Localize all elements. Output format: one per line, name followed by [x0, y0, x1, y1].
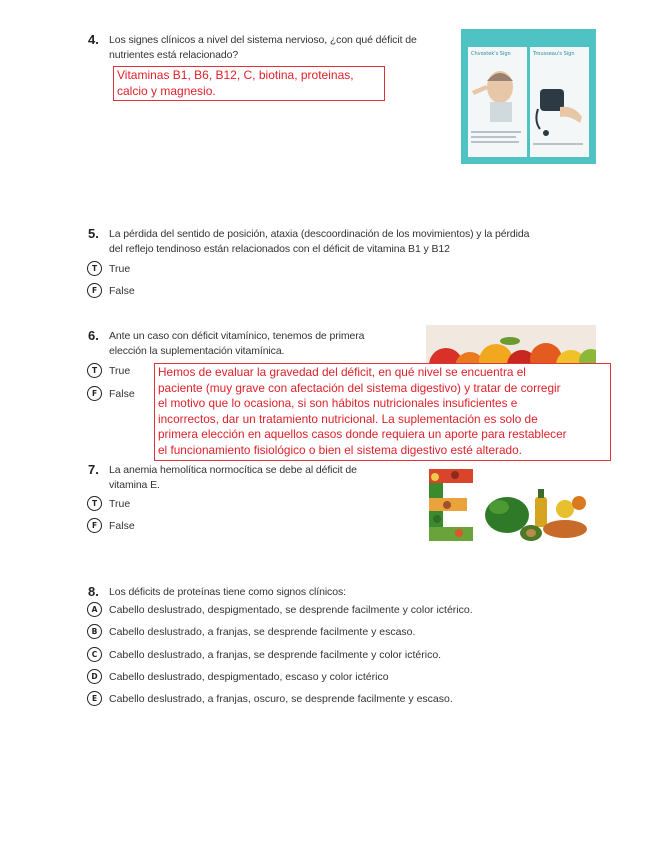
- question-6-option-false[interactable]: [87, 386, 135, 401]
- option-letter-circle: T: [87, 496, 102, 511]
- option-label: True: [109, 364, 131, 377]
- option-label: Cabello deslustrado, a franjas, se desprende facilmente y color ictérico.: [109, 648, 442, 661]
- chvostek-title: Chvostek's Sign: [471, 51, 511, 57]
- question-5-number: 5.: [88, 226, 99, 241]
- option-letter-circle: C: [87, 647, 102, 662]
- option-letter-circle: E: [87, 691, 102, 706]
- vitamin-e-illustration: [425, 463, 597, 545]
- option-letter-circle: B: [87, 624, 102, 639]
- option-label: True: [109, 497, 131, 510]
- question-8-text: Los déficits de proteínas tiene como signos clínicos:: [109, 586, 346, 598]
- option-letter-circle: T: [87, 261, 102, 276]
- trousseau-page: [530, 47, 589, 157]
- question-6-answer-box[interactable]: Hemos de evaluar la gravedad del déficit, en qué nivel se encuentra el paciente (muy grave con afectación del sistema digestivo) y tratar de corregir el motivo que lo ocasiona, si son hábitos nutricionales insuficientes e incorrectos, dar un tratamiento nutricional. La suplementación es solo de primera elección en aquellos casos donde requiera un aporte para restablecer el funcionamiento fisiológico o bien el sistema digestivo esté alterado.: [154, 363, 611, 461]
- question-6-option-true[interactable]: [87, 363, 130, 378]
- option-letter-circle: F: [87, 518, 102, 533]
- question-7-number: 7.: [88, 462, 99, 477]
- option-label: False: [109, 387, 135, 400]
- vitamin-e-foods-image: [425, 463, 597, 545]
- question-4-text: Los signes clínicos a nivel del sistema nervioso, ¿con qué déficit de nutrientes está relacionado?: [109, 34, 417, 61]
- question-7-text: La anemia hemolítica normocítica se debe al déficit de vitamina E.: [109, 464, 357, 491]
- option-letter-circle: F: [87, 386, 102, 401]
- nerve-signs-image: [461, 29, 596, 164]
- question-8-option-d[interactable]: [87, 669, 389, 684]
- question-6-text: Ante un caso con déficit vitamínico, tenemos de primera elección la suplementación vitamínica.: [109, 330, 365, 357]
- question-8-option-e[interactable]: [87, 691, 453, 706]
- arm-cuff-illustration: [530, 47, 589, 157]
- option-label: Cabello deslustrado, a franjas, oscuro, se desprende facilmente y escaso.: [109, 692, 453, 705]
- question-7-option-true[interactable]: [87, 496, 130, 511]
- trousseau-title: Trousseau's Sign: [533, 51, 575, 57]
- option-label: Cabello deslustrado, despigmentado, escaso y color ictérico: [109, 670, 389, 683]
- question-5-option-true[interactable]: [87, 261, 130, 276]
- question-8-option-b[interactable]: [87, 624, 415, 639]
- option-label: Cabello deslustrado, a franjas, se desprende facilmente y escaso.: [109, 625, 416, 638]
- option-label: Cabello deslustrado, despigmentado, se desprende facilmente y color ictérico.: [109, 603, 473, 616]
- question-4-number: 4.: [88, 32, 99, 47]
- question-4-answer-box[interactable]: Vitaminas B1, B6, B12, C, biotina, proteinas, calcio y magnesio.: [113, 66, 385, 101]
- question-8-number: 8.: [88, 584, 99, 599]
- option-letter-circle: A: [87, 602, 102, 617]
- option-label: True: [109, 262, 131, 275]
- question-5-text: La pérdida del sentido de posición, ataxia (descoordinación de los movimientos) y la pérdida del reflejo tendinoso están relacionados con el déficit de vitamina B1 y B12: [109, 228, 530, 255]
- chvostek-page: [468, 47, 527, 157]
- option-label: False: [109, 519, 135, 532]
- option-label: False: [109, 284, 135, 297]
- option-letter-circle: D: [87, 669, 102, 684]
- option-letter-circle: F: [87, 283, 102, 298]
- question-7-option-false[interactable]: [87, 518, 135, 533]
- question-5-option-false[interactable]: [87, 283, 135, 298]
- question-6-number: 6.: [88, 328, 99, 343]
- option-letter-circle: T: [87, 363, 102, 378]
- question-8-option-a[interactable]: [87, 602, 473, 617]
- question-8-option-c[interactable]: [87, 647, 441, 662]
- face-illustration: [468, 47, 527, 157]
